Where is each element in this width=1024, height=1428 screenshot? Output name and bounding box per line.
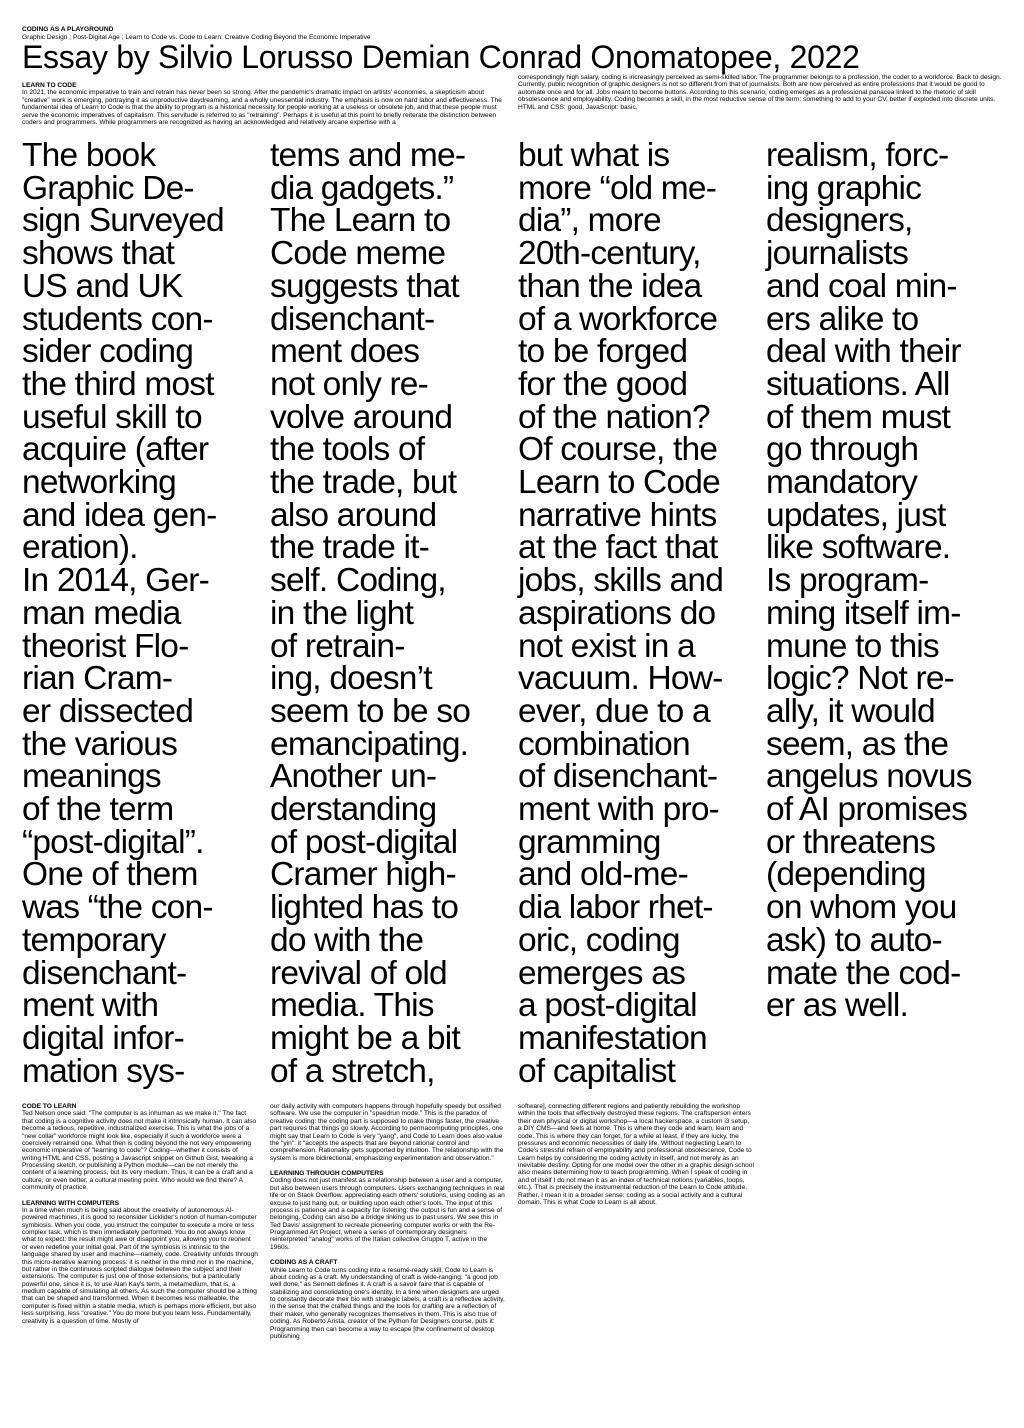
section-heading-coding-as-a-craft: CODING AS A CRAFT: [270, 1259, 338, 1267]
essay-column-1: The book Graphic De- sign Surveyed shows that US and UK students con- sider coding the third most useful skill to acquire (after networking and idea gen- eration). In 2014, Ger- man media theorist Flo- rian Cram- er dissected the various meanings of the term “post-digital”. One of them was “the con- temporary disenchant- ment with digital infor- mation sys-: [22, 137, 224, 1090]
essay-column-3: but what is more “old me- dia”, more 20th-century, than the idea of a workforce to be forged for the good of the nation? Of course, the Learn to Code narrative hints at the fact that jobs, skills and aspirations do not exist in a vacuum. How- ever, due to a combination of disenchant- ment with pro- gramming and old-me- dia labor rhet- oric, coding emerges as a post-digital manifestation of capitalist: [518, 137, 724, 1090]
section-heading-learning-with-computers: LEARNING WITH COMPUTERS: [22, 1199, 120, 1207]
essay-column-2: tems and me- dia gadgets.” The Learn to Code meme suggests that disenchant- ment does not only re- volve around the tools of the trade, but also around the trade it- self. Coding, in the light of retrain- ing, doesn’t seem to be so emancipating. Another un- derstanding of post-digital Cramer high- lighted has to do with the revival of old media. This might be a bit of a stretch,: [270, 137, 471, 1090]
intro-left: [22, 82, 512, 126]
section-text: Coding does not just manifest as a relationship between a user and a computer, but also between users through computers. Users exchanging techniques in real life or on Stack Overflow, appreciating each others' solutions, using coding as an excuse to just hang out, or building upon each other's tools. The input of this process is patience and a capacity for listening: the output is fun and a sense of belonging. Coding can also be a bridge linking us to past users. We see this in Ted Davis' assignment to recreate pioneering computer works or with the Re-Programmed Art Project, where a series of contemporary designers reinterpreted "analog" works of the Italian collective Gruppo T, active in the 1960s.: [270, 1177, 505, 1251]
intro-section-label: LEARN TO CODE: [22, 82, 77, 89]
section-text: Ted Nelson once said: "The computer is as inhuman as we make it." The fact that coding is a cognitive activity does not make it intrinsically human. It can also become a tedious, repetitive, industrialized exercise. This is what the jobs of a "new collar" workforce might look like, especially if such a workforce were a coercively retrained one. What then is coding beyond the not very empowering economic imperative of "learning to code"? Coding—whether it consists of writing HTML and CSS, posting a Javascript snippet on Github Gist, tweaking a Processing sketch, or publishing a Python module—can be not merely the content of a learning process, but its very medium. Thus, it can be a craft and a culture, or even better, a cultural meeting point. Who would we find there? A community of practice.: [22, 1110, 257, 1192]
footnote-column-3: [518, 1103, 754, 1206]
page-title: Essay by Silvio Lorusso Demian Conrad Onomatopee, 2022: [22, 39, 860, 75]
intro-paragraph-left: In 2021, the economic imperative to train and retrain has never been so strong. After the pandemic's dramatic impact on artists' economies, a skepticism about "creative" work is emerging, portraying it as unproductive daydreaming, and a wholly unessential industry. The emphasis is now on hard labor and effectiveness. The fundamental idea of Learn to Code is that the ability to program is a historical necessity for people working at a useless or obsolete job, and that these people must serve the economic imperatives of capitalism. This servitude is referred to as "retraining". Perhaps it is useful at this point to briefly reiterate the distinction between coders and programmers. While programmers are recognized as having an acknowledged and relatively arcane expertise with a: [22, 89, 502, 126]
intro-right: [518, 74, 1006, 111]
subhead: Graphic Design ; Post-Digital Age ; Learn to Code vs. Code to Learn: Creative Coding Beyond the Economic Imperative: [22, 34, 371, 41]
kicker: CODING AS A PLAYGROUND: [22, 26, 114, 33]
footnote-column-2: [270, 1103, 506, 1340]
section-heading-learning-through-computers: LEARNING THROUGH COMPUTERS: [270, 1170, 384, 1177]
section-text: In a time when much is being said about the creativity of autonomous AI-powered machines, it is good to reconsider Licklider's notion of human-computer symbiosis. When you code, you instruct the computer to execute a more or less complex task, which is then immediately performed. You do not always know what to expect: the result might awe or disappoint you, allowing you to reorient or even redefine your initial goal. Part of the symbiosis is intrinsic to the language shared by user and machine—namely, code. Creativity unfolds through this micro-iterative learning process: it is neither in the mind nor in the machine, but rather in the continuous scripted dialogue between the subject and their extensions. The computer is just one of those extensions, but a particularly powerful one, since it is, to use Alan Kay's term, a metamedium, that is, a medium capable of simulating all others. As such the computer should be a thing that can be shaped and transformed. When it becomes less malleable, the computer is fixed within a stable media, which is perhaps more efficient, but also less surprising, less "creative." You do more but you learn less. Fundamentally, creativity is a question of time. Mostly of: [22, 1206, 258, 1325]
footnote-column-1: [22, 1103, 258, 1325]
section-text: our daily activity with computers happens through hopefully speedy but ossified software. We use the computer in "speedrun mode." This is the paradox of creative coding: the coding part is supposed to make things faster, the creative part requires that things go slowly. According to permacomputing principles, one might say that Learn to Code is very "yang", and Code to Learn does also value the "yin": it "accepts the aspects that are beyond rational control and comprehension. Rationality gets supported by intuition. The relationship with the system is more bidirectional, emphasizing experimentation and observation.": [270, 1103, 504, 1162]
section-text: software], connecting different regions and patiently rebuilding the workshop within the tools that effectively destroyed these regions. The craftsperson enters their own physical or digital workshop—a local hackerspace, a custom i3 setup, a DIY CMS—and feels at home. This is where they code and learn, learn and code. This is where they can forget, for a while at least, if they are lucky, the pressures and economic necessities of daily life. Without neglecting Learn to Code's stressful refrain of employability and professional obsolescence, Code to Learn helps by considering the coding activity in itself, and not merely as an inevitable destiny. Opting for one model over the other in a graphic design school also means determining how to teach programming. When I speak of coding in and of itself I do not mean it as an index of technical notions (variables, loops, etc.). That is precisely the instrumental reduction of the Learn to Code attitude. Rather, I mean it in a broader sense: coding as a social activity and a cultural domain. This is what Code to Learn is all about.: [518, 1103, 754, 1206]
intro-paragraph-right: correspondingly high salary, coding is increasingly perceived as semi-skilled labor. The programmer belongs to a profession, the coder to a workforce. Back to design. Currently, public recognition of graphic designers is not so different from that of journalists. Both are now perceived as entire professions that it would be good to automate once and for all. Jobs meant to become buttons. According to this scenario, coding emerges as a professional panacea linked to the rhetoric of skill obsolescence and employability. Coding becomes a skill, in the most reductive sense of the term: something to add to your CV, better if exploded into discrete units. HTML and CSS: good, JavaScript: basic.: [518, 74, 1002, 111]
essay-column-4: realism, forc- ing graphic designers, journalists and coal min- ers alike to deal with their situations. All of them must go through mandatory updates, just like software. Is program- ming itself im- mune to this logic? Not re- ally, it would seem, as the angelus novus of AI promises or threatens (depending on whom you ask) to auto- mate the cod- er as well.: [766, 137, 972, 1025]
section-text: While Learn to Code turns coding into a resumé-ready skill, Code to Learn is about coding as a craft. My understanding of craft is wide-ranging: "a good job well done," as Sennett defines it. A craft is a savoir faire that is capable of stabilizing and consolidating one's identity. In a time when designers are urged to constantly decorate their bio with strategic labels, a craft is a reflective activity, in the sense that the crafted things and the tools for crafting are a reflection of their maker, who generally recognizes themselves in them. This is also true of coding. As Roberto Arista, creator of the Python for Designers course, puts it: Programming then can become a way to escape [the confinement of desktop publishing: [270, 1266, 505, 1340]
section-heading-code-to-learn: CODE TO LEARN: [22, 1103, 77, 1110]
